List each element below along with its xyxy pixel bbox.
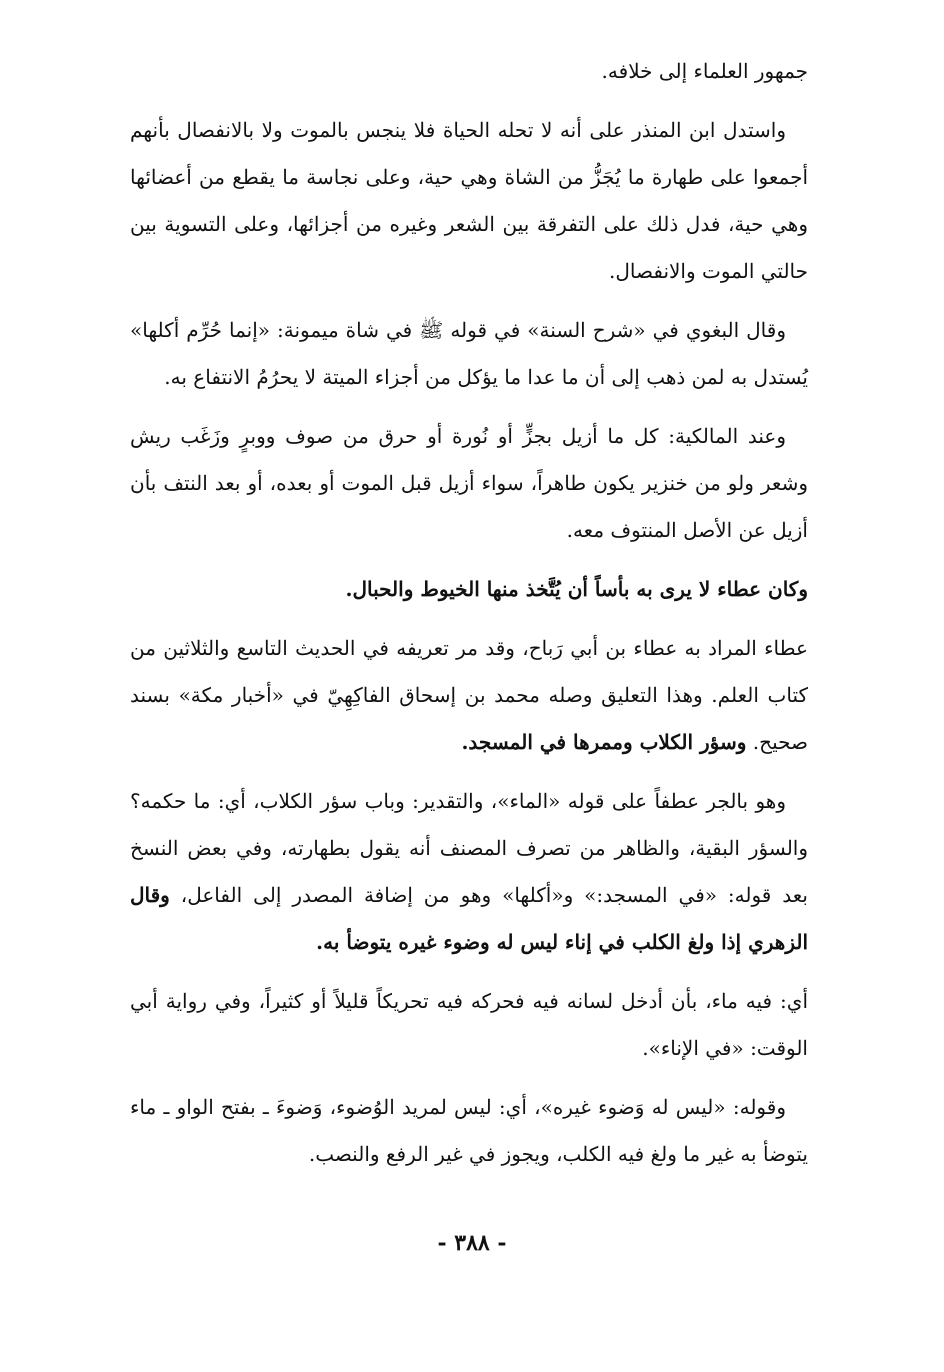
text-segment: جمهور العلماء إلى خلافه.	[601, 59, 808, 83]
paragraph-6	[130, 778, 808, 966]
paragraph-5	[130, 625, 808, 766]
text-segment: أي: فيه ماء، بأن أدخل لسانه فيه فحركه فيه تحريكاً قليلاً أو كثيراً، وفي رواية أبي الوقت: «في الإناء».	[130, 989, 808, 1060]
text-segment: واستدل ابن المنذر على أنه لا تحله الحياة فلا ينجس بالموت ولا بالانفصال بأنهم أجمعوا على طهارة ما يُجَزُّ من الشاة وهي حية، وعلى نجاسة ما يقطع من أعضائها وهي حية، فدل ذلك على التفرقة بين الشعر وغيره من أجزائها، وعلى التسوية بين حالتي الموت والانفصال.	[130, 118, 808, 283]
paragraph-4	[130, 566, 808, 613]
text-segment: عطاء المراد به عطاء بن أبي رَباح، وقد مر تعريفه في الحديث التاسع والثلاثين من كتاب العلم. وهذا التعليق وصله محمد بن إسحاق الفاكِهِيّ في «أخبار مكة» بسند صحيح.	[130, 636, 808, 754]
text-segment: وهو بالجر عطفاً على قوله «الماء»، والتقدير: وباب سؤر الكلاب، أي: ما حكمه؟ والسؤر البقية، والظاهر من تصرف المصنف أنه يقول بطهارته، وفي بعض النسخ بعد قوله: «في المسجد:» و«أكلها» وهو من إضافة المصدر إلى الفاعل،	[130, 789, 808, 907]
text-segment: وعند المالكية: كل ما أزيل بجزٍّ أو نُورة أو حرق من صوف ووبرٍ وزَغَب ريش وشعر ولو من خنزير يكون طاهراً، سواء أزيل قبل الموت أو بعده، أو بعد النتف بأن أزيل عن الأصل المنتوف معه.	[130, 424, 808, 542]
text-segment: وقال البغوي في «شرح السنة» في قوله ﷺ في شاة ميمونة: «إنما حُرِّم أكلها» يُستدل به لمن ذهب إلى أن ما عدا ما يؤكل من أجزاء الميتة لا يحرُمُ الانتفاع به.	[130, 318, 808, 389]
text-segment-bold: وقال الزهري إذا ولغ الكلب في إناء ليس له وضوء غيره يتوضأ به.	[130, 883, 808, 954]
page-number: - ٣٨٨ -	[437, 1230, 507, 1256]
text-segment: وقوله: «ليس له وَضوء غيره»، أي: ليس لمريد الوُضوء، وَضوءَ ـ بفتح الواو ـ ماء يتوضأ به غير ما ولغ فيه الكلب، ويجوز في غير الرفع والنصب.	[130, 1095, 808, 1166]
text-segment-bold: وسؤر الكلاب وممرها في المسجد.	[461, 730, 747, 754]
paragraph-2	[130, 307, 808, 401]
paragraph-3	[130, 413, 808, 554]
paragraph-0	[130, 48, 808, 95]
text-segment-bold: وكان عطاء لا يرى به بأساً أن يُتَّخذ منها الخيوط والحبال.	[345, 577, 808, 601]
paragraph-7	[130, 978, 808, 1072]
paragraph-1	[130, 107, 808, 295]
page-body	[130, 48, 808, 1190]
paragraph-8	[130, 1084, 808, 1178]
